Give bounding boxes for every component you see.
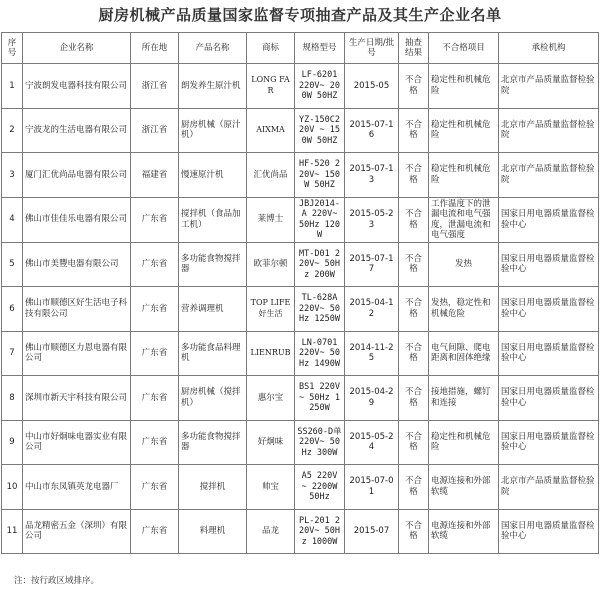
cell-date: 2014-11-25 [345, 331, 399, 376]
cell-region: 福建省 [131, 153, 179, 198]
table-row [2, 108, 599, 153]
cell-no: 6 [2, 287, 23, 332]
cell-item: 工作温度下的泄漏电流和电气强度，泄漏电流和电气强度 [429, 197, 499, 242]
cell-item: 电源连接和外部软缆 [429, 465, 499, 510]
cell-product: 料理机 [179, 509, 247, 554]
header-region: 所在地 [131, 33, 179, 64]
footnote: 注：按行政区域排序。 [14, 576, 100, 586]
cell-date: 2015-05 [345, 64, 399, 109]
cell-region: 广东省 [131, 420, 179, 465]
cell-no: 7 [2, 331, 23, 376]
cell-date: 2015-04-12 [345, 287, 399, 332]
cell-result: 不合格 [399, 153, 429, 198]
cell-company: 厦门汇优尚品电器有限公司 [23, 153, 131, 198]
cell-lab: 国家日用电器质量监督检验中心 [499, 197, 599, 242]
cell-company: 佛山市顺德区好生活电子科技有限公司 [23, 287, 131, 332]
cell-model: JBJ2014-A 220V~ 50Hz 120W [295, 197, 345, 242]
cell-product: 多功能食品料理机 [179, 331, 247, 376]
cell-item: 稳定性和机械危险 [429, 153, 499, 198]
cell-company: 宁波朗发电器科技有限公司 [23, 64, 131, 109]
cell-date: 2015-07-01 [345, 465, 399, 510]
table-row [2, 153, 599, 198]
cell-brand: LIENRUB [247, 331, 295, 376]
cell-product: 搅拌机（食品加工机） [179, 197, 247, 242]
cell-region: 广东省 [131, 376, 179, 421]
cell-brand: 帅宝 [247, 465, 295, 510]
cell-item: 接地措施，螺钉和连接 [429, 376, 499, 421]
table-row [2, 465, 599, 510]
cell-result: 不合格 [399, 331, 429, 376]
cell-no: 10 [2, 465, 23, 510]
cell-lab: 国家日用电器质量监督检验中心 [499, 287, 599, 332]
cell-date: 2015-07 [345, 509, 399, 554]
page-title: 厨房机械产品质量国家监督专项抽查产品及其生产企业名单 [98, 6, 502, 24]
cell-no: 8 [2, 376, 23, 421]
cell-no: 11 [2, 509, 23, 554]
cell-date: 2015-07-16 [345, 108, 399, 153]
cell-model: SS260-D单 220V~ 50Hz 300W [295, 420, 345, 465]
header-brand: 商标 [247, 33, 295, 64]
cell-item: 电气间隙、爬电距离和固体绝缘 [429, 331, 499, 376]
table-row [2, 287, 599, 332]
cell-product: 朗发养生原汁机 [179, 64, 247, 109]
cell-company: 品龙精密五金（深圳）有限公司 [23, 509, 131, 554]
cell-brand: LONG FAR [247, 64, 295, 109]
cell-no: 9 [2, 420, 23, 465]
header-lab: 承检机构 [499, 33, 599, 64]
cell-brand: 好炯味 [247, 420, 295, 465]
header-company: 企业名称 [23, 33, 131, 64]
cell-date: 2015-05-24 [345, 420, 399, 465]
cell-model: BS1 220V~ 50Hz 1250W [295, 376, 345, 421]
cell-model: YZ-150C220V ~ 150W 50HZ [295, 108, 345, 153]
cell-lab: 国家日用电器质量监督检验中心 [499, 509, 599, 554]
cell-model: LN-0701 220V~ 50Hz 1490W [295, 331, 345, 376]
cell-company: 佛山市美豐电器有限公司 [23, 242, 131, 287]
cell-date: 2015-05-23 [345, 197, 399, 242]
table-header-row [2, 33, 599, 64]
cell-no: 5 [2, 242, 23, 287]
cell-result: 不合格 [399, 420, 429, 465]
cell-date: 2015-04-29 [345, 376, 399, 421]
header-no: 序号 [2, 33, 23, 64]
cell-region: 广东省 [131, 509, 179, 554]
cell-model: LF-6201 220V~ 200W 50HZ [295, 64, 345, 109]
cell-lab: 国家日用电器质量监督检验中心 [499, 242, 599, 287]
cell-lab: 国家日用电器质量监督检验中心 [499, 420, 599, 465]
cell-model: TL-628A 220V~ 50Hz 1250W [295, 287, 345, 332]
cell-result: 不合格 [399, 108, 429, 153]
cell-model: PL-201 220V~ 50Hz 1000W [295, 509, 345, 554]
cell-no: 3 [2, 153, 23, 198]
cell-product: 搅拌机 [179, 465, 247, 510]
cell-region: 广东省 [131, 465, 179, 510]
cell-no: 2 [2, 108, 23, 153]
cell-result: 不合格 [399, 509, 429, 554]
cell-region: 广东省 [131, 197, 179, 242]
header-date: 生产日期/批号 [345, 33, 399, 64]
cell-region: 浙江省 [131, 64, 179, 109]
cell-lab: 北京市产品质量监督检验院 [499, 108, 599, 153]
table-row [2, 509, 599, 554]
cell-item: 电源连接和外部软缆 [429, 509, 499, 554]
inspection-table [1, 32, 599, 554]
cell-model: HF-520 220V~ 150W 50HZ [295, 153, 345, 198]
cell-brand: 惠尔宝 [247, 376, 295, 421]
cell-item: 稳定性和机械危险 [429, 420, 499, 465]
cell-no: 1 [2, 64, 23, 109]
cell-brand: 品龙 [247, 509, 295, 554]
cell-result: 不合格 [399, 287, 429, 332]
cell-lab: 国家日用电器质量监督检验中心 [499, 376, 599, 421]
header-model: 规格型号 [295, 33, 345, 64]
cell-date: 2015-07-17 [345, 242, 399, 287]
cell-region: 广东省 [131, 242, 179, 287]
cell-lab: 北京市产品质量监督检验院 [499, 465, 599, 510]
cell-product: 营养调理机 [179, 287, 247, 332]
header-result: 抽查结果 [399, 33, 429, 64]
cell-product: 慢速原汁机 [179, 153, 247, 198]
table-row [2, 197, 599, 242]
cell-model: MT-D01 220V~ 50Hz 200W [295, 242, 345, 287]
cell-company: 宁波龙的生活电器有限公司 [23, 108, 131, 153]
table-row [2, 64, 599, 109]
table-row [2, 331, 599, 376]
cell-company: 中山市东凤镇英龙电器厂 [23, 465, 131, 510]
cell-result: 不合格 [399, 376, 429, 421]
table-row [2, 420, 599, 465]
cell-company: 中山市好炯味电器实业有限公司 [23, 420, 131, 465]
cell-lab: 国家日用电器质量监督检验中心 [499, 331, 599, 376]
table-row [2, 376, 599, 421]
cell-region: 广东省 [131, 331, 179, 376]
cell-model: A5 220V ~ 2200W 50Hz [295, 465, 345, 510]
cell-result: 不合格 [399, 242, 429, 287]
cell-no: 4 [2, 197, 23, 242]
cell-item: 发热，稳定性和机械危险 [429, 287, 499, 332]
cell-date: 2015-07-13 [345, 153, 399, 198]
header-product: 产品名称 [179, 33, 247, 64]
cell-item: 稳定性和机械危险 [429, 64, 499, 109]
cell-company: 深圳市新天宇科技有限公司 [23, 376, 131, 421]
cell-product: 多功能食物搅拌器 [179, 242, 247, 287]
cell-lab: 北京市产品质量监督检验院 [499, 153, 599, 198]
table-row [2, 242, 599, 287]
cell-result: 不合格 [399, 197, 429, 242]
cell-item: 稳定性和机械危险 [429, 108, 499, 153]
cell-result: 不合格 [399, 465, 429, 510]
cell-item: 发热 [429, 242, 499, 287]
cell-product: 多功能食物搅拌器 [179, 420, 247, 465]
cell-brand: 欧菲尔顿 [247, 242, 295, 287]
cell-product: 厨房机械（原汁机） [179, 108, 247, 153]
cell-company: 佛山市佳佳乐电器有限公司 [23, 197, 131, 242]
cell-region: 广东省 [131, 287, 179, 332]
cell-brand: TOP LIFE 好生活 [247, 287, 295, 332]
cell-brand: AIXMA [247, 108, 295, 153]
cell-company: 佛山市顺德区力恩电器有限公司 [23, 331, 131, 376]
header-item: 不合格项目 [429, 33, 499, 64]
cell-product: 厨房机械（搅拌机） [179, 376, 247, 421]
cell-result: 不合格 [399, 64, 429, 109]
cell-lab: 北京市产品质量监督检验院 [499, 64, 599, 109]
cell-brand: 莱博士 [247, 197, 295, 242]
cell-region: 浙江省 [131, 108, 179, 153]
cell-brand: 汇优尚品 [247, 153, 295, 198]
